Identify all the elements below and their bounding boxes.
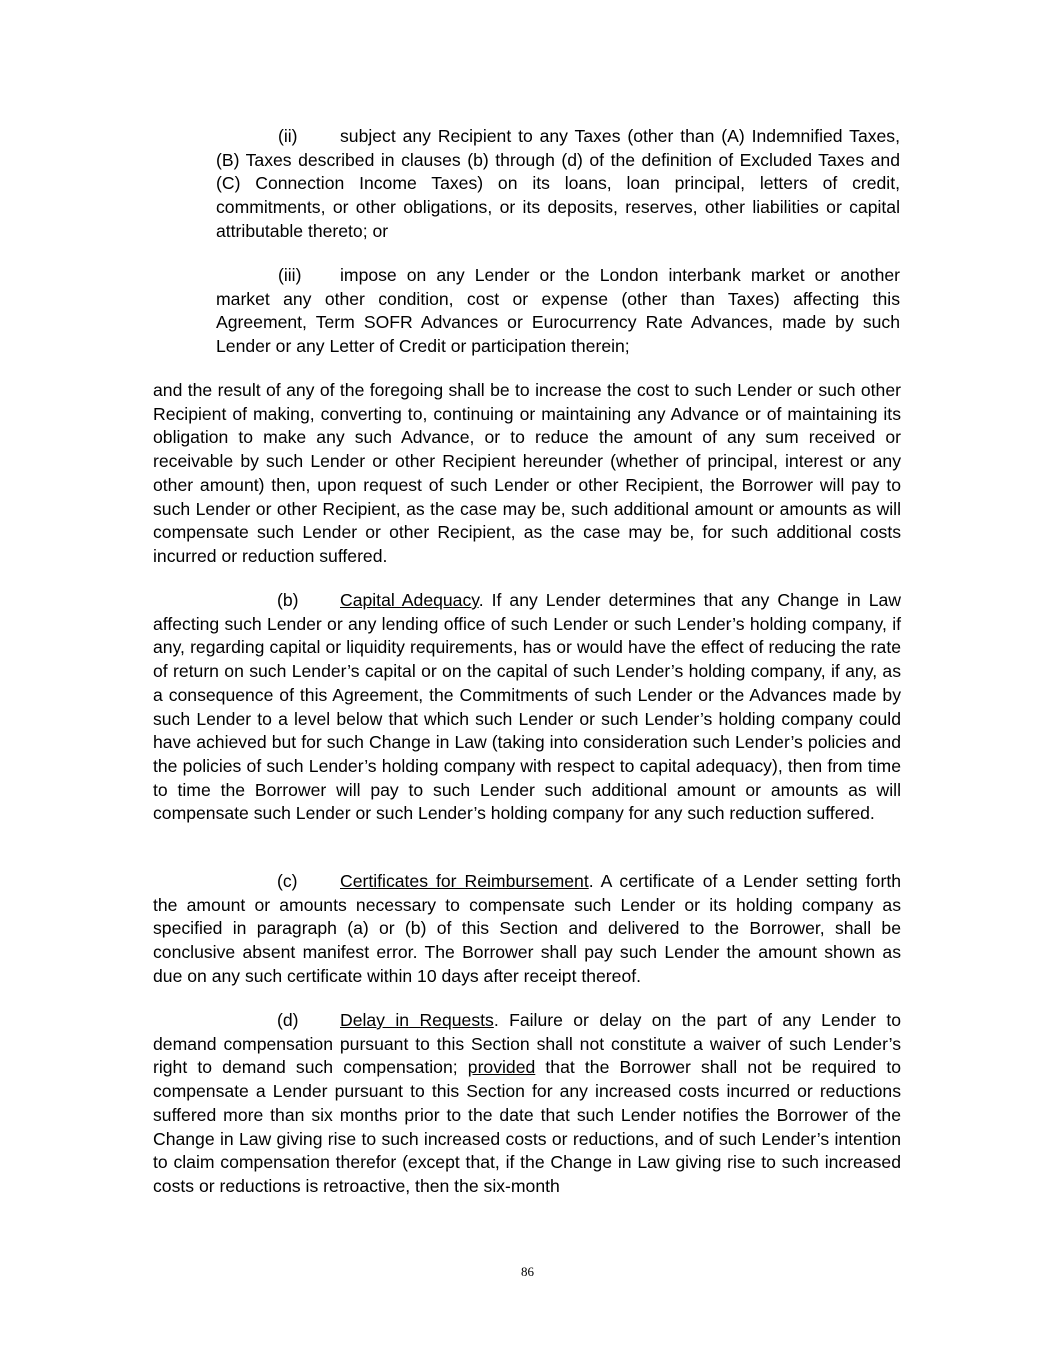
section-c-label: (c) — [277, 871, 298, 891]
section-c-paragraph — [153, 870, 901, 989]
section-c-text: . A certificate of a Lender setting forth the amount or amounts necessary to compensate such Lender or its holding company as specified in paragraph (a) or (b) of this Section and delivered to the Borrower, shall be conclusive absent manifest error. The Borrower shall pay such Lender the amount shown as due on any such certificate within 10 days after receipt thereof. — [153, 871, 902, 986]
section-d-heading: Delay in Requests — [340, 1010, 494, 1030]
clause-ii-text: subject any Recipient to any Taxes (other than (A) Indemnified Taxes, (B) Taxes described in clauses (b) through (d) of the definition of Excluded Taxes and (C) Connection Income Taxes) on its loans, loan principal, letters of credit, commitments, or other obligations, or its deposits, reserves, other liabilities or capital attributable thereto; or — [216, 126, 900, 241]
clause-iii-paragraph — [216, 264, 900, 359]
result-paragraph: and the result of any of the foregoing shall be to increase the cost to such Lender or such other Recipient of making, converting to, continuing or maintaining any Advance or of maintaining its obligation to make any such Advance, or to reduce the amount of any sum received or receivable by such Lender or other Recipient hereunder (whether of principal, interest or any other amount) then, upon request of such Lender or other Recipient, the Borrower will pay to such Lender or other Recipient, as the case may be, such additional amount or amounts as will compensate such Lender or other Recipient, as the case may be, for such additional costs incurred or reduction suffered. — [153, 380, 901, 566]
section-c-heading: Certificates for Reimbursement — [340, 871, 589, 891]
section-b-paragraph — [153, 589, 901, 826]
section-d-label: (d) — [277, 1010, 299, 1030]
clause-ii-label: (ii) — [278, 126, 298, 146]
section-d-text-after: that the Borrower shall not be required to compensate a Lender pursuant to this Section for any increased costs incurred or reductions suffered more than six months prior to the date that such Lender notifies the Borrower of the Change in Law giving rise to such increased costs or reductions, and of such Lender’s intention to claim compensation therefor (except that, if the Change in Law giving rise to such increased costs or reductions is retroactive, then the six-month — [153, 1057, 902, 1196]
clause-iii-label: (iii) — [278, 265, 302, 285]
section-d-text-before: . Failure or delay on the part of any Lender to demand compensation pursuant to this Section shall not constitute a waiver of such Lender’s right to demand such compensation; — [153, 1010, 902, 1078]
section-b-text: . If any Lender determines that any Change in Law affecting such Lender or any lending office of such Lender or such Lender’s holding company, if any, regarding capital or liquidity requirements, has or would have the effect of reducing the rate of return on such Lender’s capital or on the capital of such Lender’s holding company, if any, as a consequence of this Agreement, the Commitments of such Lender or the Advances made by such Lender to a level below that which such Lender or such Lender’s holding company could have achieved but for such Change in Law (taking into consideration such Lender’s policies and the policies of such Lender’s holding company with respect to capital adequacy), then from time to time the Borrower will pay to such Lender such additional amount or amounts as will compensate such Lender or such Lender’s holding company for any such reduction suffered. — [153, 590, 901, 824]
section-b-label: (b) — [277, 590, 299, 610]
section-d-paragraph — [153, 1009, 901, 1199]
page-number: 86 — [521, 1264, 534, 1279]
clause-iii-text: impose on any Lender or the London interbank market or another market any other condition, cost or expense (other than Taxes) affecting this Agreement, Term SOFR Advances or Eurocurrency Rate Advances, made by such Lender or any Letter of Credit or participation therein; — [216, 265, 900, 357]
clause-ii-paragraph — [216, 125, 900, 244]
section-b-heading: Capital Adequacy — [340, 590, 479, 610]
section-d-provided: provided — [467, 1057, 536, 1078]
